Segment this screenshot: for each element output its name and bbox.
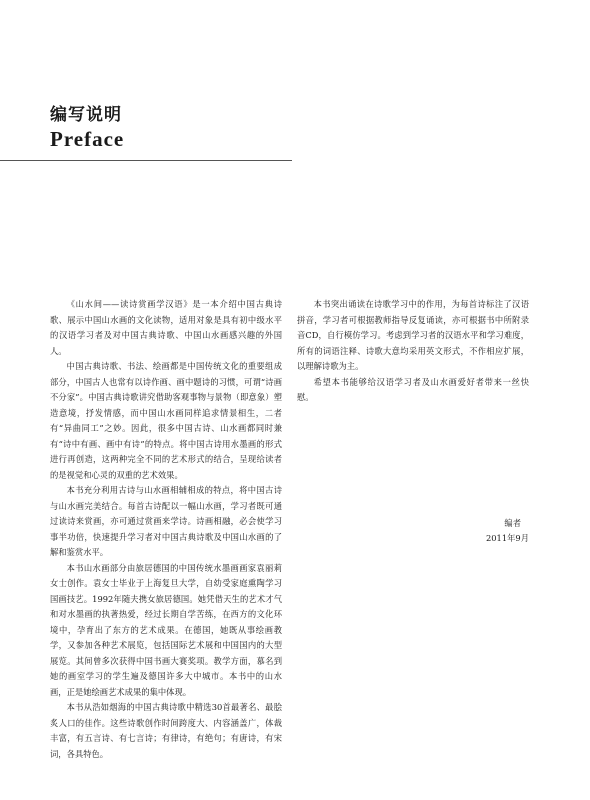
signature-author: 编者 bbox=[504, 517, 521, 528]
paragraph: 希望本书能够给汉语学习者及山水画爱好者带来一丝快慰。 bbox=[297, 376, 529, 402]
signature-block bbox=[297, 516, 529, 547]
page-subtitle: Preface bbox=[50, 127, 125, 151]
left-column bbox=[50, 297, 282, 762]
paragraph: 本书山水画部分由旅居德国的中国传统水墨画画家袁丽莉女士创作。袁女士毕业于上海复旦大学，自幼受家庭熏陶学习国画技艺。1992年随夫携女旅居德国。她凭借天生的艺术才气和对水墨画的执著热爱，经过长期自学苦练，在西方的文化环境中，孕育出了东方的艺术成果。在德国，她既从事绘画教学，又参加各种艺术展览，包括国际艺术展和中国国内的大型展览。其间曾多次获得中国书画大赛奖项。教学方面，慕名到她的画室学习的学生遍及德国许多大中城市。本书中的山水画，正是她绘画艺术成果的集中体现。 bbox=[50, 562, 282, 697]
title-divider bbox=[0, 160, 292, 161]
right-column bbox=[297, 297, 529, 547]
paragraph: 本书从浩如烟海的中国古典诗歌中精选30首最著名、最脍炙人口的佳作。这些诗歌创作时间跨度大、内容涵盖广，体裁丰富，有五言诗、有七言诗；有律诗，有绝句；有唐诗，有宋词，各具特色。 bbox=[50, 702, 282, 759]
signature-date: 2011年9月 bbox=[486, 533, 529, 543]
paragraph: 《山水间——读诗赏画学汉语》是一本介绍中国古典诗歌、展示中国山水画的文化读物，适用对象是具有初中级水平的汉语学习者及对中国古典诗歌、中国山水画感兴趣的外国人。 bbox=[50, 299, 282, 356]
paragraph: 本书充分利用古诗与山水画相辅相成的特点，将中国古诗与山水画完美结合。每首古诗配以一幅山水画，学习者既可通过读诗来赏画，亦可通过赏画来学诗。诗画相融，必会使学习事半功倍，快速提升学习者对中国古典诗歌及中国山水画的了解和鉴赏水平。 bbox=[50, 485, 282, 557]
page-title: 编写说明 bbox=[50, 105, 122, 125]
paragraph: 中国古典诗歌、书法、绘画都是中国传统文化的重要组成部分，中国古人也常有以诗作画、画中题诗的习惯，可谓“诗画不分家”。中国古典诗歌讲究借助客观事物与景物（即意象）塑造意境，抒发情感，而中国山水画同样追求情景相生，二者有“异曲同工”之妙。因此，很多中国古诗、山水画都同时兼有“诗中有画、画中有诗”的特点。将中国古诗用水墨画的形式进行再创造，这两种完全不同的艺术形式的结合，呈现给读者的是视觉和心灵的双重的艺术效果。 bbox=[50, 361, 282, 480]
paragraph: 本书突出诵读在诗歌学习中的作用，为每首诗标注了汉语拼音，学习者可根据教师指导反复诵读，亦可根据书中所附录音CD，自行模仿学习。考虑到学习者的汉语水平和学习难度，所有的词语注释、诗歌大意均采用英文形式，不作相应扩展，以理解诗歌为主。 bbox=[297, 299, 529, 371]
